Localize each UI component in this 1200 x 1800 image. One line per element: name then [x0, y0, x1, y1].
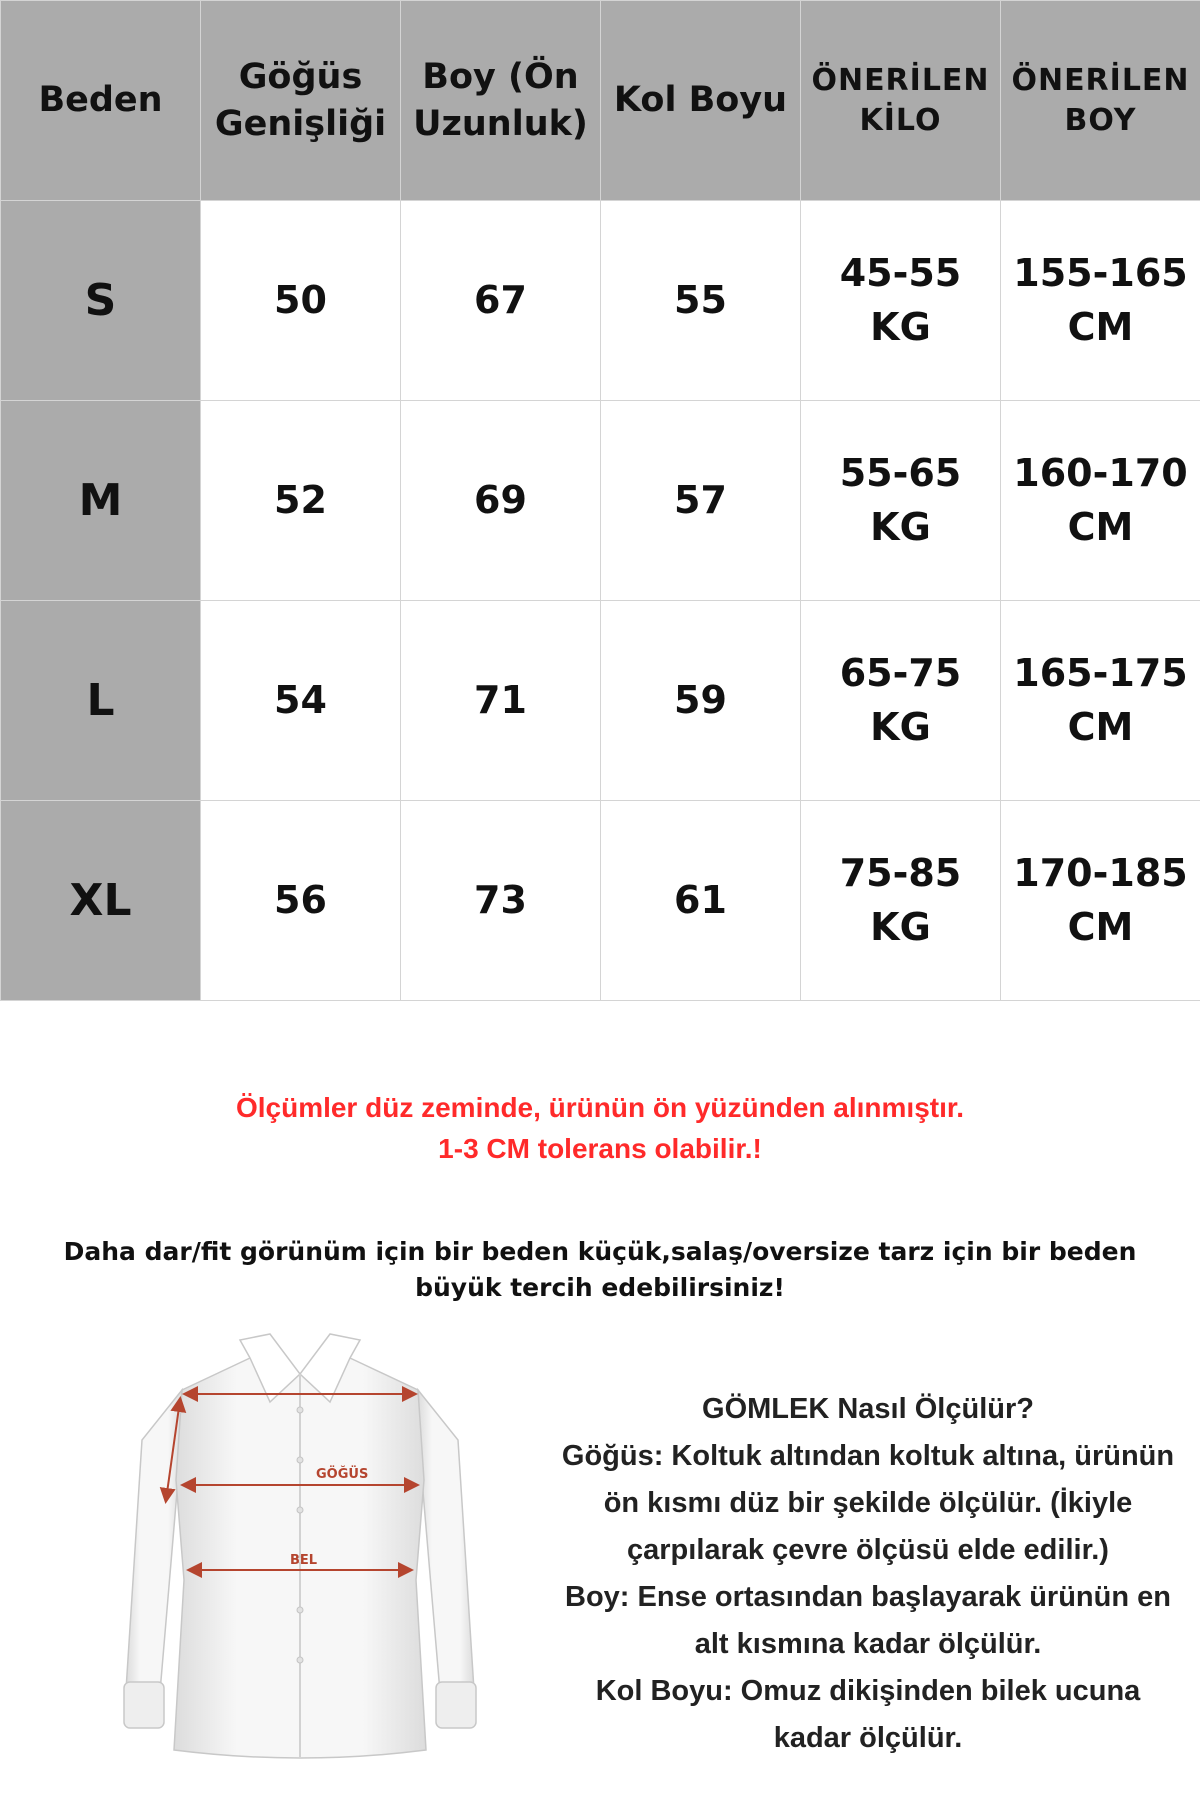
header-length-label: Boy (Ön Uzunluk): [413, 57, 588, 144]
row-sleeve-length: [601, 401, 801, 601]
how-to-length-line-1: Boy: Ense ortasından başlayarak ürünün en: [565, 1580, 1171, 1613]
row-sleeve-length: [601, 201, 801, 401]
row-chest-width-value: 54: [274, 677, 327, 722]
row-recommended-weight: [801, 401, 1001, 601]
size-row: [1, 601, 1200, 801]
row-sleeve-length: [601, 801, 801, 1001]
row-front-length-value: 71: [474, 677, 527, 722]
how-to-measure-section: [538, 1386, 1198, 1762]
row-size: S: [1, 201, 201, 401]
row-sleeve-length-value: 57: [674, 477, 727, 522]
row-recommended-weight-value: 55-65 KG: [839, 451, 962, 549]
row-front-length: [401, 601, 601, 801]
row-chest-width: [201, 601, 401, 801]
size-row: [1, 401, 1200, 601]
how-to-sleeve-line-1: Kol Boyu: Omuz dikişinden bilek ucuna: [595, 1674, 1141, 1707]
header-sleeve: [601, 1, 801, 201]
chest-measure-label: GÖĞÜS: [316, 1467, 369, 1482]
row-front-length: [401, 201, 601, 401]
header-size: [1, 1, 201, 201]
tolerance-line-1: Ölçümler düz zeminde, ürünün ön yüzünden alınmıştır.: [235, 1092, 965, 1123]
header-weight-label: ÖNERİLEN KİLO: [811, 62, 990, 138]
size-chart-header: [1, 1, 1200, 201]
header-recommended-height: [1001, 1, 1200, 201]
how-to-chest-line-3: çarpılarak çevre ölçüsü elde edilir.): [627, 1533, 1109, 1566]
row-recommended-weight: [801, 201, 1001, 401]
shirt-right-cuff: [436, 1682, 476, 1728]
row-recommended-weight-value: 75-85 KG: [839, 851, 962, 949]
how-to-sleeve-line-2: kadar ölçülür.: [773, 1721, 963, 1754]
row-sleeve-length: [601, 601, 801, 801]
size-row: [1, 801, 1200, 1001]
waist-measure-label: BEL: [290, 1553, 318, 1568]
row-chest-width: [201, 801, 401, 1001]
fit-advice-note: [30, 1234, 1170, 1307]
row-chest-width-value: 50: [274, 277, 327, 322]
row-front-length-value: 67: [474, 277, 527, 322]
row-recommended-weight-value: 45-55 KG: [839, 251, 962, 349]
header-size-label: Beden: [38, 80, 163, 121]
header-chest-label: Göğüs Genişliği: [214, 57, 387, 144]
tolerance-note: [0, 1088, 1200, 1169]
row-size: L: [1, 601, 201, 801]
shirt-left-sleeve: [126, 1390, 182, 1692]
row-recommended-height: [1001, 801, 1200, 1001]
how-to-chest-line-2: ön kısmı düz bir şekilde ölçülür. (İkiyle: [603, 1486, 1133, 1519]
row-sleeve-length-value: 59: [674, 677, 727, 722]
row-recommended-weight: [801, 601, 1001, 801]
header-chest: [201, 1, 401, 201]
row-recommended-height: [1001, 401, 1200, 601]
fit-advice-line-2: büyük tercih edebilirsiniz!: [415, 1273, 785, 1303]
header-sleeve-label: Kol Boyu: [613, 80, 788, 121]
row-recommended-height-value: 165-175 CM: [1013, 651, 1188, 749]
row-size: M: [1, 401, 201, 601]
row-chest-width: [201, 201, 401, 401]
row-recommended-height-value: 170-185 CM: [1013, 851, 1188, 949]
how-to-chest-line-1: Göğüs: Koltuk altından koltuk altına, ürünün: [561, 1439, 1175, 1472]
size-chart-body: [1, 201, 1200, 1001]
how-to-title: GÖMLEK Nasıl Ölçülür?: [702, 1393, 1034, 1425]
header-recommended-weight: [801, 1, 1001, 201]
row-recommended-height: [1001, 201, 1200, 401]
row-chest-width-value: 56: [274, 877, 327, 922]
shirt-left-cuff: [124, 1682, 164, 1728]
header-height-label: ÖNERİLEN BOY: [1011, 62, 1190, 138]
shirt-right-sleeve: [418, 1390, 474, 1692]
row-recommended-weight-value: 65-75 KG: [839, 651, 962, 749]
row-chest-width-value: 52: [274, 477, 327, 522]
tolerance-line-2: 1-3 CM tolerans olabilir.!: [438, 1132, 762, 1164]
fit-advice-line-1: Daha dar/fit görünüm için bir beden küçük,salaş/oversize tarz için bir beden: [63, 1237, 1137, 1266]
row-recommended-weight: [801, 801, 1001, 1001]
row-size: XL: [1, 801, 201, 1001]
row-front-length-value: 69: [474, 477, 527, 522]
size-row: [1, 201, 1200, 401]
how-to-length-line-2: alt kısmına kadar ölçülür.: [694, 1627, 1042, 1660]
row-front-length: [401, 801, 601, 1001]
shirt-illustration: [120, 1330, 480, 1770]
row-sleeve-length-value: 55: [674, 277, 727, 322]
row-recommended-height-value: 160-170 CM: [1013, 451, 1188, 549]
header-length: [401, 1, 601, 201]
row-recommended-height: [1001, 601, 1200, 801]
shirt-measurement-figure: [120, 1330, 480, 1770]
row-front-length-value: 73: [474, 877, 527, 922]
row-front-length: [401, 401, 601, 601]
row-chest-width: [201, 401, 401, 601]
row-sleeve-length-value: 61: [674, 877, 727, 922]
row-recommended-height-value: 155-165 CM: [1013, 251, 1188, 349]
